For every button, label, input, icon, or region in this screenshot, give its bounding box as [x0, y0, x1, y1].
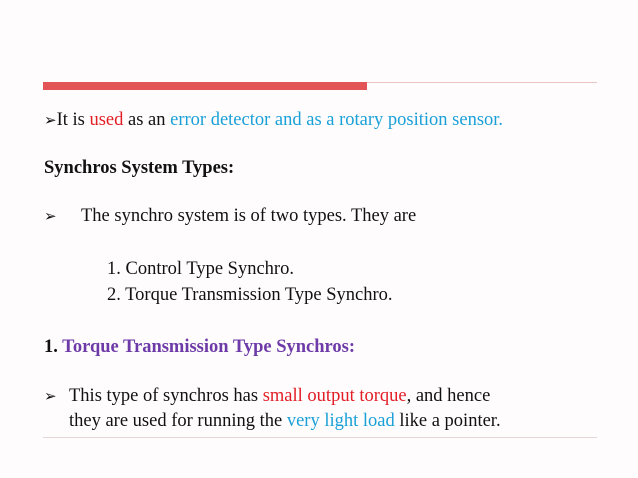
text-segment: like a pointer.	[394, 411, 501, 431]
text-segment: as an	[123, 110, 171, 130]
subsection-title: Torque Transmission Type Synchros:	[62, 337, 356, 357]
type-list-item: 2. Torque Transmission Type Synchro.	[107, 285, 393, 305]
description-line-1	[69, 385, 490, 407]
section-heading: Synchros System Types:	[44, 158, 235, 178]
arrow-bullet-icon: ➢	[44, 207, 57, 225]
highlight-error-detector: error detector and as a rotary position sensor.	[170, 110, 504, 130]
text-segment: This type of synchros has	[69, 386, 263, 406]
highlight-very-light-load: very light load	[286, 411, 395, 431]
highlight-small-output-torque: small output torque	[262, 386, 407, 406]
subsection-heading	[44, 336, 355, 358]
highlight-used: used	[89, 110, 124, 130]
bullet-line-description	[44, 385, 57, 407]
description-line-2	[69, 410, 501, 432]
types-intro-text: The synchro system is of two types. They are	[81, 206, 417, 226]
text-segment: It is	[56, 110, 90, 130]
arrow-bullet-icon: ➢	[44, 387, 57, 405]
subsection-number: 1.	[44, 337, 63, 357]
type-list-item: 1. Control Type Synchro.	[107, 259, 294, 279]
bullet-line-usage	[44, 109, 503, 131]
decorative-red-rule	[43, 82, 367, 90]
decorative-thin-rule-top	[367, 82, 597, 83]
decorative-thin-rule-bottom	[43, 437, 597, 438]
bullet-line-types	[44, 205, 57, 227]
arrow-bullet-icon: ➢	[44, 111, 57, 129]
text-segment: they are used for running the	[69, 411, 287, 431]
text-segment: , and hence	[406, 386, 491, 406]
